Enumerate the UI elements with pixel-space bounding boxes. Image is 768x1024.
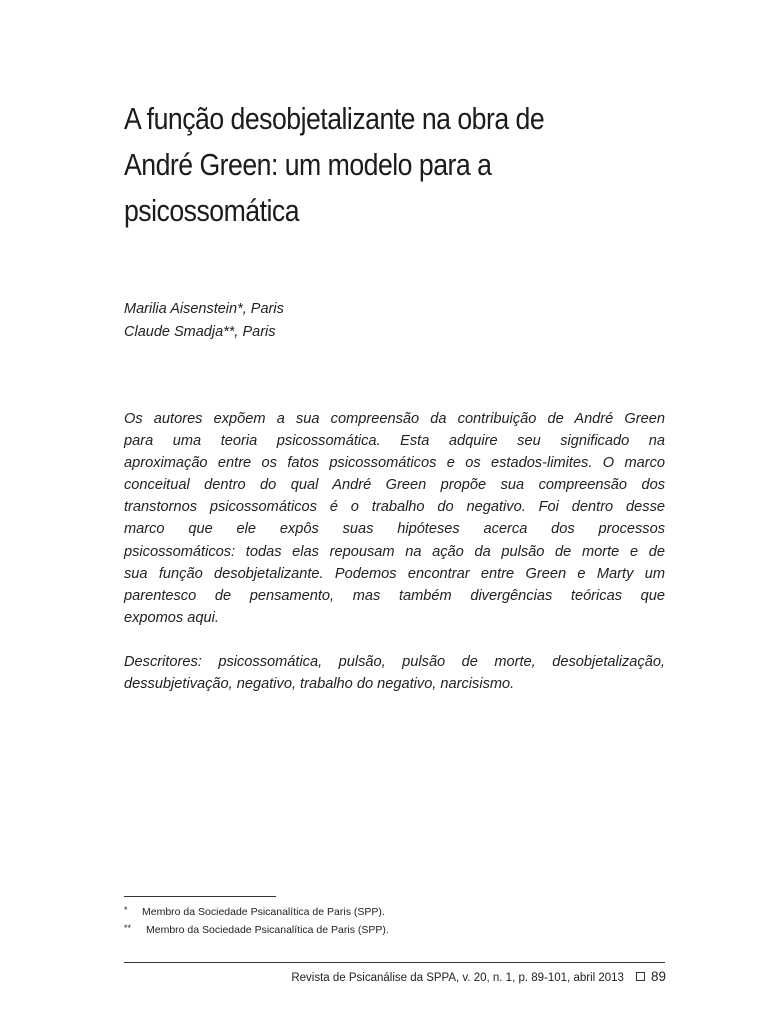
abstract-line: transtornos psicossomáticos é o trabalho do negativo. Foi dentro desse [124,499,665,516]
footnote-marker: * [124,905,128,915]
footnote [124,920,389,938]
footnote-text: Membro da Sociedade Psicanalítica de Paris (SPP). [146,924,389,936]
abstract-line: Os autores expõem a sua compreensão da contribuição de André Green [124,411,665,427]
keywords-line: dessubjetivação, negativo, trabalho do negativo, narcisismo. [124,676,515,693]
running-footer [291,969,666,986]
journal-citation: Revista de Psicanálise da SPPA, v. 20, n. 1, p. 89-101, abril 2013 [291,972,624,984]
article-title [124,96,606,234]
abstract-line: parentesco de pensamento, mas também divergências teóricas que [124,587,665,604]
footnote-marker: ** [124,923,132,933]
author-list [124,298,284,344]
author-name: Marilia Aisenstein*, Paris [124,301,284,317]
footnotes [124,902,389,938]
footer-divider [124,962,665,963]
abstract-line: para uma teoria psicossomática. Esta adquire seu significado na [124,433,665,450]
abstract-line: marco que ele expôs suas hipóteses acerca dos processos [124,521,665,538]
abstract-line: expomos aqui. [124,609,219,626]
square-bullet-icon [636,972,645,981]
page-number: 89 [650,969,666,984]
title-line: psicossomática [124,193,300,228]
keywords-line: Descritores: psicossomática, pulsão, pulsão de morte, desobjetalização, [124,654,665,670]
abstract-line: sua função desobjetalizante. Podemos encontrar entre Green e Marty um [124,565,665,582]
author-name: Claude Smadja**, Paris [124,324,276,340]
footnote [124,902,389,920]
abstract-line: aproximação entre os fatos psicossomáticos e os estados-limites. O marco [124,455,665,472]
title-line: A função desobjetalizante na obra de [124,101,545,136]
keywords [124,651,665,695]
footnote-divider [124,896,276,897]
abstract [124,408,665,629]
footnote-text: Membro da Sociedade Psicanalítica de Paris (SPP). [142,906,385,918]
title-line: André Green: um modelo para a [124,147,492,182]
abstract-line: conceitual dentro do qual André Green propõe sua compreensão dos [124,477,665,494]
abstract-line: psicossomáticos: todas elas repousam na ação da pulsão de morte e de [124,543,665,560]
